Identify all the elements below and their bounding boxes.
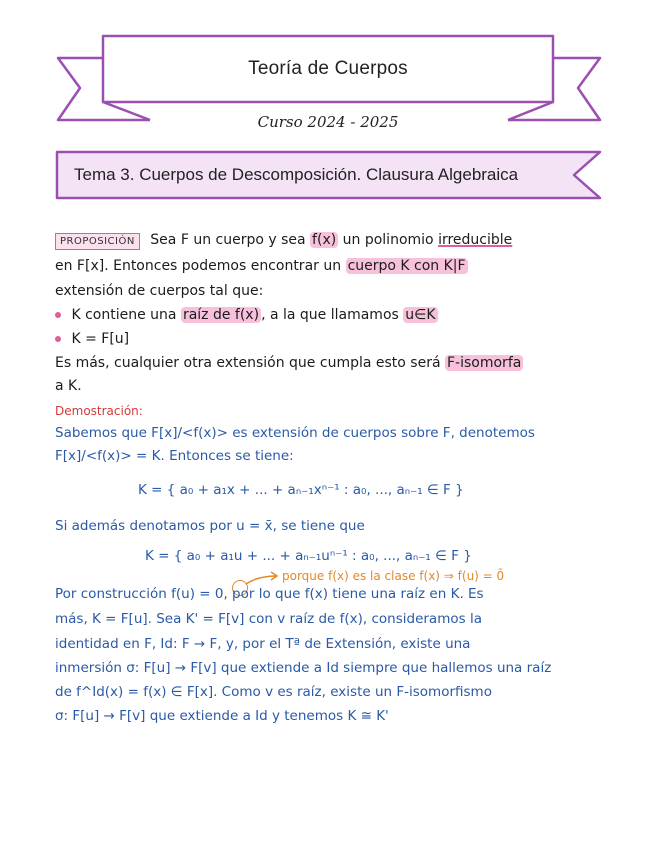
text: un polinomio (342, 232, 434, 248)
proposition-line-1 (55, 232, 512, 250)
proof-line-5: más, K = F[u]. Sea K' = F[v] con v raíz de f(x), consideramos la (55, 611, 482, 627)
proof-line-1: Sabemos que F[x]/<f(x)> es extensión de cuerpos sobre F, denotemos (55, 425, 535, 441)
equation-1: K = { a₀ + a₁x + ... + aₙ₋₁xⁿ⁻¹ : a₀, ..., aₙ₋₁ ∈ F } (138, 482, 464, 498)
proof-line-2: F[x]/<f(x)> = K. Entonces se tiene: (55, 448, 294, 464)
highlight-cuerpo-k: cuerpo K con K|F (347, 258, 466, 274)
bullet-dot (55, 336, 61, 342)
proposition-line-7: a K. (55, 378, 82, 394)
text: Es más, cualquier otra extensión que cumpla esto será (55, 355, 441, 371)
proof-line-9: σ: F[u] → F[v] que extiende a Id y tenemos K ≅ K' (55, 708, 389, 724)
topic-title: Tema 3. Cuerpos de Descomposición. Clausura Algebraica (74, 165, 519, 184)
bullet-1 (55, 307, 438, 323)
text: K contiene una (71, 307, 177, 323)
proof-line-3: Si además denotamos por u = x̄, se tiene que (55, 518, 365, 534)
proof-line-4: Por construcción f(u) = 0, por lo que f(x) tiene una raíz en K. Es (55, 586, 484, 602)
bullet-2 (55, 331, 129, 347)
highlight-u: u∈K (405, 307, 436, 323)
proof-line-7: inmersión σ: F[u] → F[v] que extiende a Id siempre que hallemos una raíz (55, 660, 552, 676)
highlight-raiz: raíz de f(x) (182, 307, 260, 323)
proof-label: Demostración: (55, 404, 143, 418)
annotation-note: porque f(x) es la clase f(x) ⇒ f(u) = 0̄ (282, 569, 505, 583)
course-year: Curso 2024 - 2025 (257, 113, 399, 131)
proposition-tag: PROPOSICIÓN (55, 233, 140, 250)
proposition-line-3: extensión de cuerpos tal que: (55, 283, 264, 299)
highlight-irreducible: irreducible (438, 232, 513, 248)
proof-line-6: identidad en F, Id: F → F, y, por el Tª de Extensión, existe una (55, 636, 471, 652)
proof-line-8: de f^Id(x) = f(x) ∈ F[x]. Como v es raíz, existe un F-isomorfismo (55, 684, 492, 700)
text: , a la que llamamos (261, 307, 399, 323)
equation-2: K = { a₀ + a₁u + ... + aₙ₋₁uⁿ⁻¹ : a₀, ..., aₙ₋₁ ∈ F } (145, 548, 472, 564)
text: en F[x]. Entonces podemos encontrar un (55, 258, 342, 274)
proposition-line-6 (55, 355, 523, 371)
text: Sea F un cuerpo y sea (150, 232, 306, 248)
highlight-fx: f(x) (312, 232, 337, 248)
highlight-isomorfa: F-isomorfa (447, 355, 522, 371)
text: K = F[u] (71, 331, 130, 347)
page-title: Teoría de Cuerpos (248, 58, 408, 79)
proposition-line-2 (55, 258, 468, 274)
bullet-dot (55, 312, 61, 318)
